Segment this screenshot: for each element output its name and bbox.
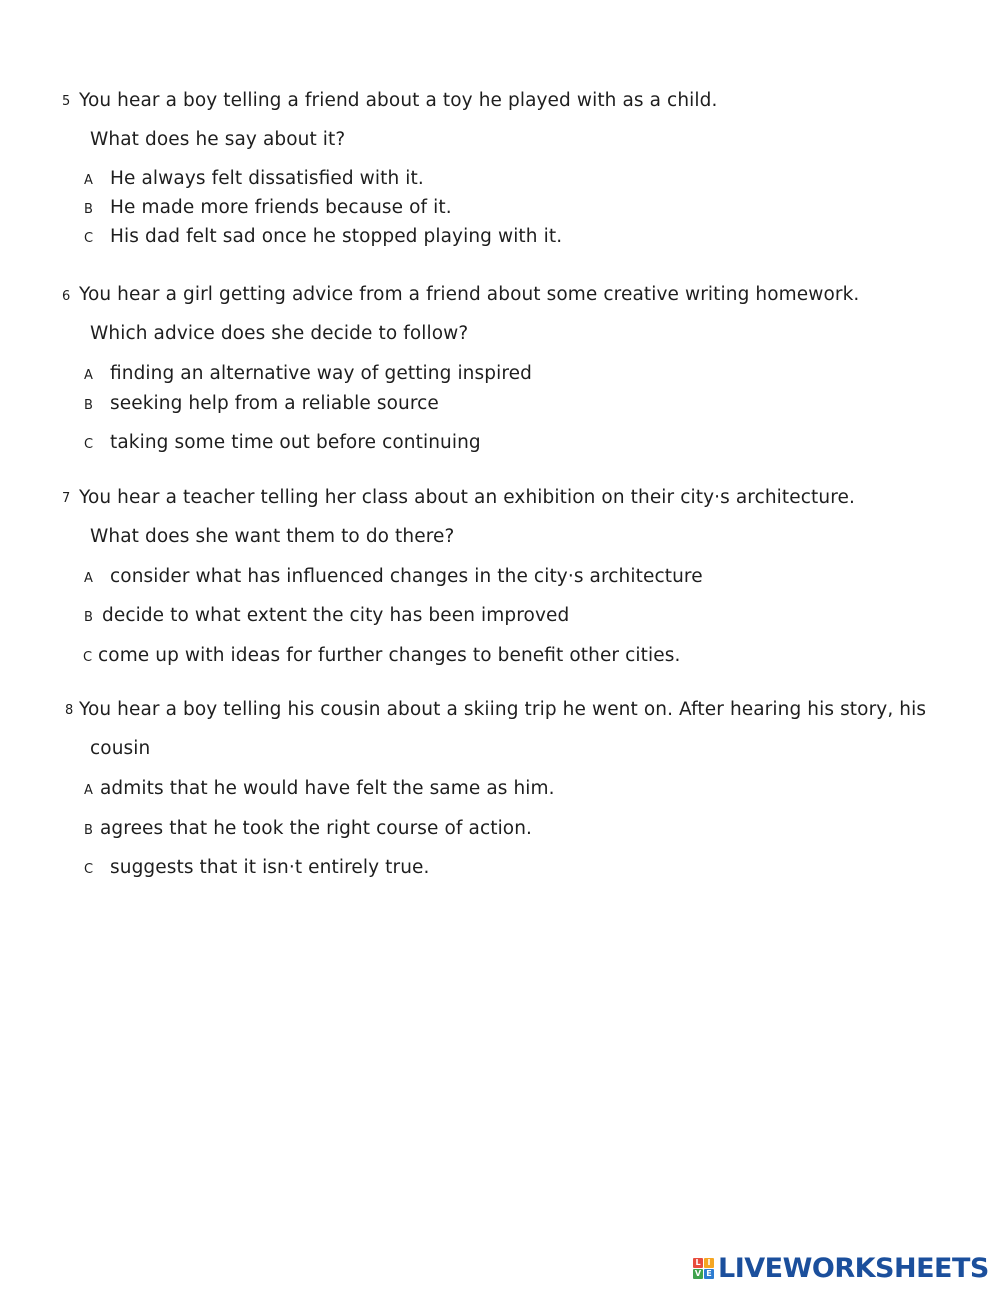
liveworksheets-logo[interactable] [693,1254,993,1284]
option-letter: B [84,823,93,838]
option-text: agrees that he took the right course of action. [100,818,533,839]
logo-tile: V [694,1269,702,1278]
option-text: He always felt dissatisﬁed with it. [110,168,424,189]
option-letter: B [84,610,93,625]
question-prompt: You hear a boy telling a friend about a toy he played with as a child. [79,90,718,111]
option-text: suggests that it isn·t entirely true. [110,857,430,878]
option-text: come up with ideas for further changes to beneﬁt other cities. [98,645,681,666]
option-letter: C [84,862,94,877]
logo-tiles-icon [693,1258,715,1280]
option-letter: C [84,437,94,452]
logo-tile: E [704,1269,714,1279]
option-text: ﬁnding an alternative way of getting inspired [110,363,532,384]
option-letter: C [84,231,94,246]
option-letter: B [84,398,93,413]
option-text: taking some time out before continuing [110,432,481,453]
option-letter: A [84,571,93,586]
logo-tile: L [693,1258,703,1268]
question-prompt: You hear a boy telling his cousin about a skiing trip he went on. After hearing his story, his [79,699,927,720]
question-text: cousin [90,738,151,759]
option-text: He made more friends because of it. [110,197,452,218]
option-letter: B [84,202,93,217]
question-number: 7 [62,491,71,506]
option-letter: A [84,368,93,383]
question-text: What does he say about it? [90,129,346,150]
logo-text: LIVEWORKSHEETS [718,1253,989,1284]
question-prompt: You hear a teacher telling her class about an exhibition on their city·s architecture. [79,487,855,508]
option-letter: A [84,783,93,798]
option-letter: A [84,173,93,188]
question-text: Which advice does she decide to follow? [90,323,469,344]
option-text: decide to what extent the city has been improved [102,605,570,626]
question-number: 5 [62,94,71,109]
question-number: 6 [62,289,71,304]
option-text: His dad felt sad once he stopped playing with it. [110,226,563,247]
logo-tile: I [704,1258,714,1268]
question-number: 8 [65,703,74,718]
option-text: seeking help from a reliable source [110,393,439,414]
option-letter: C [83,650,93,665]
question-text: What does she want them to do there? [90,526,455,547]
option-text: consider what has inﬂuenced changes in the city·s architecture [110,566,703,587]
question-prompt: You hear a girl getting advice from a friend about some creative writing homework. [79,284,860,305]
option-text: admits that he would have felt the same as him. [100,778,555,799]
